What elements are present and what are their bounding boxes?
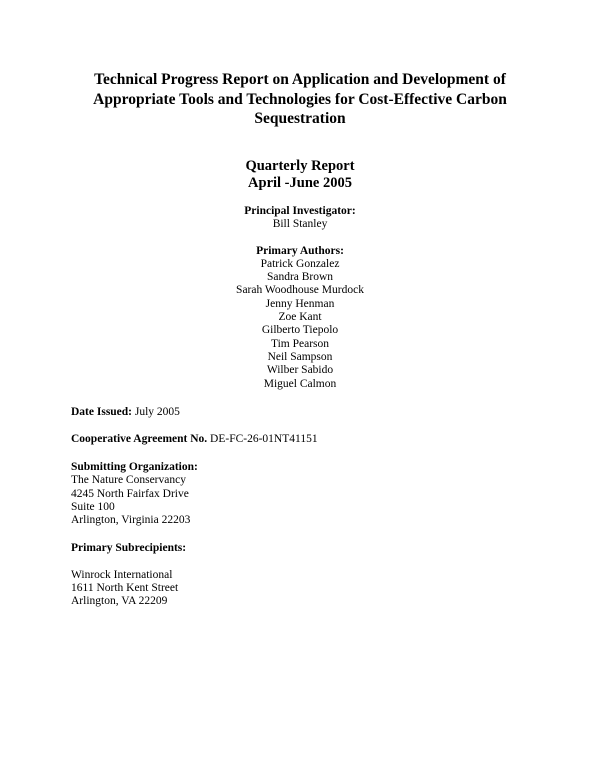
title-line: Sequestration: [254, 110, 346, 127]
primary-subrecipients-label: Primary Subrecipients:: [71, 542, 187, 554]
date-issued: [71, 406, 511, 419]
date-issued-value: July 2005: [134, 406, 180, 418]
author-name: Sandra Brown: [266, 271, 334, 284]
cooperative-agreement-value: DE-FC-26-01NT41151: [210, 433, 318, 445]
author-name: Tim Pearson: [270, 337, 330, 350]
address-line: The Nature Conservancy: [71, 474, 186, 487]
cooperative-agreement: [71, 433, 511, 446]
report-period: April -June 2005: [248, 175, 352, 191]
address-line: Arlington, Virginia 22203: [71, 514, 191, 527]
address-line: Suite 100: [71, 500, 115, 513]
author-name: Neil Sampson: [267, 350, 333, 363]
submitting-organization: [71, 461, 511, 527]
author-name: Patrick Gonzalez: [260, 257, 340, 270]
report-type: Quarterly Report: [245, 158, 355, 174]
author-name: Wilber Sabido: [266, 364, 334, 377]
author-name: Sarah Woodhouse Murdock: [236, 284, 364, 297]
author-name: Miguel Calmon: [263, 377, 337, 390]
date-issued-label: Date Issued:: [71, 406, 133, 418]
principal-investigator-name: Bill Stanley: [272, 218, 328, 231]
address-line: Arlington, VA 22209: [71, 595, 168, 608]
author-name: Zoe Kant: [278, 311, 322, 324]
title-line: Appropriate Tools and Technologies for Cost-Effective Carbon: [93, 90, 507, 108]
submitting-organization-label: Submitting Organization:: [71, 461, 198, 473]
address-line: 4245 North Fairfax Drive: [71, 487, 189, 500]
author-name: Gilberto Tiepolo: [261, 324, 339, 337]
report-heading: [150, 158, 450, 192]
primary-authors-label: Primary Authors:: [256, 244, 344, 257]
title-line: Technical Progress Report on Application and Development of: [94, 71, 506, 88]
primary-subrecipients: [71, 542, 511, 608]
report-title: [60, 70, 540, 129]
author-name: Jenny Henman: [265, 297, 335, 310]
people-section: [150, 205, 450, 391]
principal-investigator-label: Principal Investigator:: [244, 205, 356, 217]
cooperative-agreement-label: Cooperative Agreement No.: [71, 433, 208, 445]
address-line: 1611 North Kent Street: [71, 581, 179, 594]
address-line: Winrock International: [71, 568, 173, 581]
